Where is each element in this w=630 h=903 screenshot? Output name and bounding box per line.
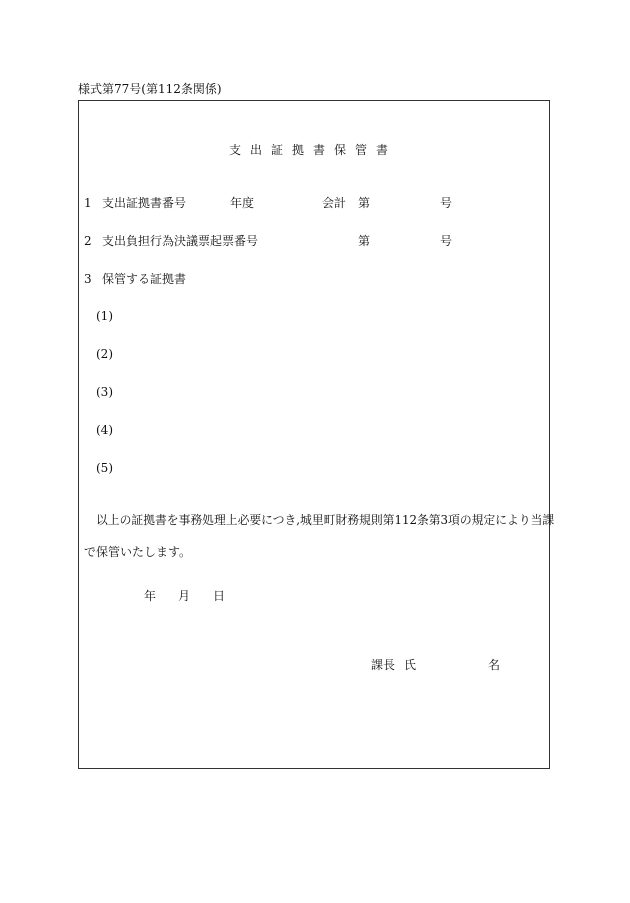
signature-title: 課長 [371, 658, 396, 672]
item-1-go: 号 [440, 196, 453, 210]
item-3-number: 3 [84, 272, 92, 286]
signature-shi: 氏 [404, 658, 417, 672]
item-1-account: 会計 [322, 196, 347, 210]
item-2-number: 2 [84, 234, 92, 248]
date-month: 月 [178, 589, 191, 603]
sub-item-4: (4) [96, 423, 113, 437]
date-day: 日 [213, 589, 226, 603]
item-1-number: 1 [84, 196, 92, 210]
sub-item-2: (2) [96, 347, 113, 361]
item-2-dai: 第 [358, 234, 371, 248]
signature-mei: 名 [488, 658, 501, 672]
item-1-label: 支出証拠書番号 [102, 196, 187, 210]
document-title: 支出証拠書保管書 [229, 143, 398, 157]
sub-item-5: (5) [96, 461, 113, 475]
form-number-label: 様式第77号(第112条関係) [78, 82, 222, 96]
date-year: 年 [144, 589, 157, 603]
item-1-year: 年度 [230, 196, 255, 210]
item-2-go: 号 [440, 234, 453, 248]
item-1-dai: 第 [358, 196, 371, 210]
body-text-line-2: で保管いたします。 [84, 545, 192, 559]
item-2-label: 支出負担行為決議票起票番号 [102, 234, 259, 248]
body-text-line-1: 以上の証拠書を事務処理上必要につき,城里町財務規則第112条第3項の規定により当課 [96, 513, 555, 527]
item-3-label: 保管する証拠書 [102, 272, 187, 286]
sub-item-1: (1) [96, 309, 113, 323]
sub-item-3: (3) [96, 385, 113, 399]
